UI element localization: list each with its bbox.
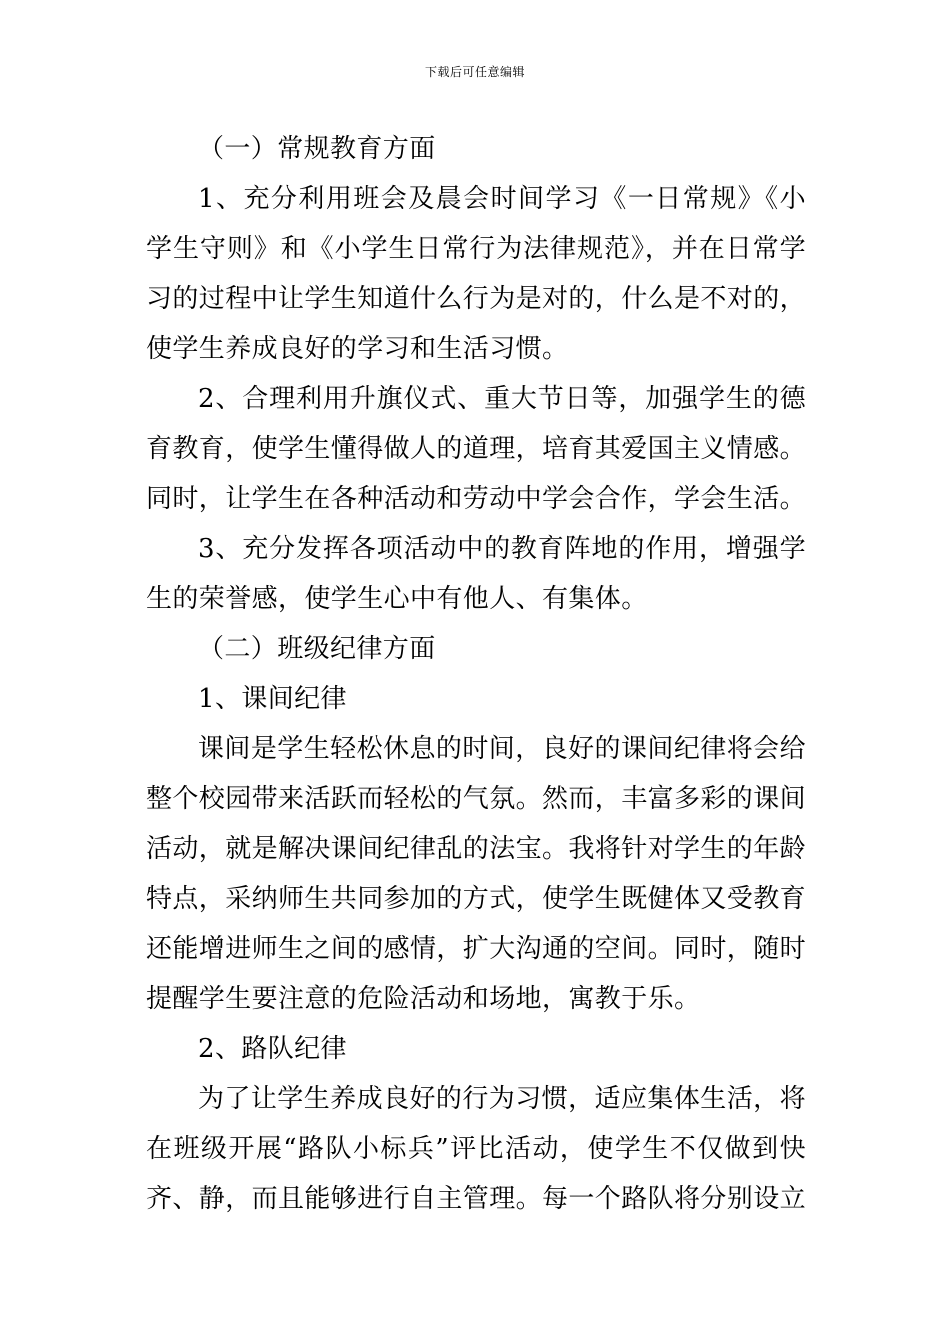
- paragraph-item-1: 1、充分利用班会及晨会时间学习《一日常规》《小学生守则》和《小学生日常行为法律规范》，并在日常学习的过程中让学生知道什么行为是对的，什么是不对的，使学生养成良好的学习和生活习惯。: [146, 184, 807, 364]
- paragraph-break-discipline: 课间是学生轻松休息的时间，良好的课间纪律将会给整个校园带来活跃而轻松的气氛。然而，丰富多彩的课间活动，就是解决课间纪律乱的法宝。我将针对学生的年龄特点，采纳师生共同参加的方式，使学生既健体又受教育还能增进师生之间的感情，扩大沟通的空间。同时，随时提醒学生要注意的危险活动和场地，寓教于乐。: [146, 734, 807, 1014]
- page-header: 下载后可任意编辑: [424, 65, 525, 79]
- document-body: [146, 124, 806, 1224]
- subheading-break-discipline: 1、课间纪律: [198, 684, 347, 714]
- section-heading-routine-education: （一）常规教育方面: [198, 134, 436, 164]
- paragraph-queue-discipline: 为了让学生养成良好的行为习惯，适应集体生活，将在班级开展“路队小标兵”评比活动，使学生不仅做到快齐、静，而且能够进行自主管理。每一个路队将分别设立: [146, 1084, 807, 1214]
- paragraph-item-2: 2、合理利用升旗仪式、重大节日等，加强学生的德育教育，使学生懂得做人的道理，培育其爱国主义情感。同时，让学生在各种活动和劳动中学会合作，学会生活。: [146, 384, 807, 514]
- section-heading-class-discipline: （二）班级纪律方面: [198, 634, 436, 664]
- paragraph-item-3: 3、充分发挥各项活动中的教育阵地的作用，增强学生的荣誉感，使学生心中有他人、有集体。: [146, 534, 806, 614]
- subheading-queue-discipline: 2、路队纪律: [198, 1034, 347, 1064]
